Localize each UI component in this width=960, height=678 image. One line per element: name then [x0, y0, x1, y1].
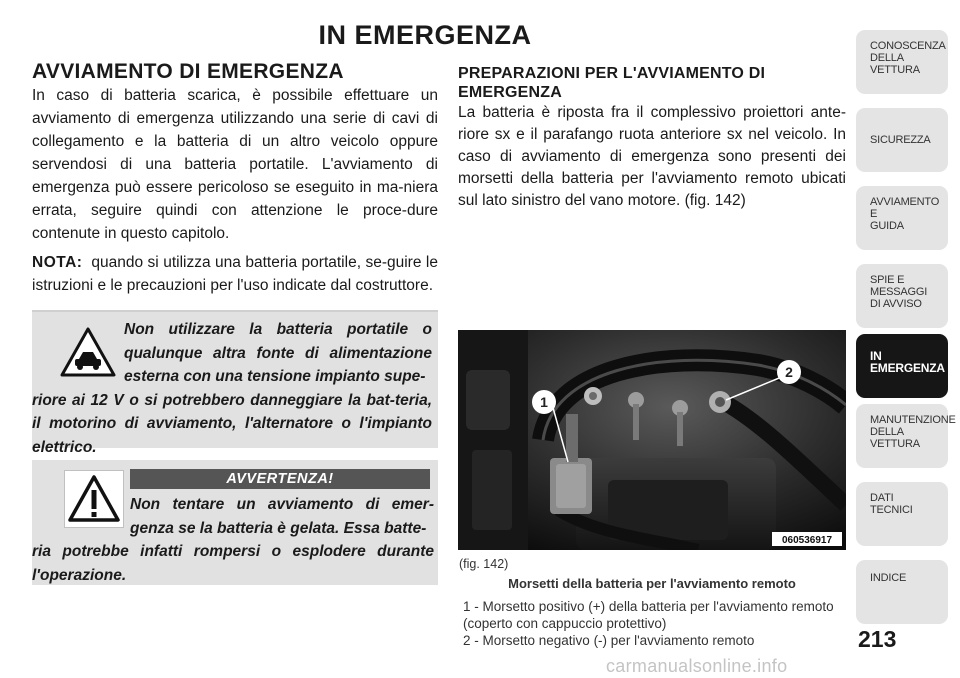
- caution-text-indented: Non utilizzare la batteria portatile o qualunque altra fonte di alimentazione esterna con una tensione impianto supe-: [124, 321, 432, 385]
- tab-manutenzione-della-vettura[interactable]: MANUTENZIONE DELLA VETTURA: [856, 404, 948, 468]
- legend-item-2: 2 - Morsetto negativo (-) per l'avviamento remoto: [463, 633, 755, 648]
- warning-text: [32, 493, 438, 587]
- callout-2: 2: [785, 364, 793, 380]
- warning-text-rest: ria potrebbe infatti rompersi o esplodere durante l'operazione.: [32, 543, 434, 584]
- right-paragraph: La batteria è riposta fra il complessivo proiettori ante-riore sx e il parafango ruota anteriore sx nel veicolo. In caso di avviamento di emergenza sono presenti dei morsetti della batteria per l'avviamento remoto ubicati sul lato sinistro del vano motore. (fig. 142): [458, 104, 846, 209]
- tab-conoscenza-della-vettura[interactable]: CONOSCENZA DELLA VETTURA: [856, 30, 948, 94]
- note-paragraph: [32, 251, 438, 297]
- left-column: [32, 60, 438, 297]
- figure-caption: Morsetti della batteria per l'avviamento remoto: [508, 576, 796, 591]
- figure-reference: (fig. 142): [459, 557, 509, 571]
- subsection-title: PREPARAZIONI PER L'AVVIAMENTO DI EMERGENZA: [458, 65, 766, 101]
- photo-code: 060536917: [781, 535, 833, 546]
- tab-dati-tecnici[interactable]: DATI TECNICI: [856, 482, 948, 546]
- page-title: IN EMERGENZA: [318, 20, 532, 50]
- note-label: NOTA:: [32, 254, 83, 271]
- warning-box: [32, 460, 438, 585]
- caution-box: [32, 310, 438, 456]
- engine-bay-photo: [458, 330, 846, 550]
- watermark: carmanualsonline.info: [606, 656, 788, 676]
- page-number: 213: [858, 626, 897, 652]
- intro-paragraph: In caso di batteria scarica, è possibile effettuare un avviamento di emergenza utilizzando una serie di cavi di collegamento e la batteria di un altro veicolo oppure servendosi di una batteria portatile. L'avviamento di emergenza può essere pericoloso se eseguito in ma-niera errata, seguire quindi con attenzione le proce-dure contenute in questo capitolo.: [32, 87, 438, 242]
- tab-avviamento-e-guida[interactable]: AVVIAMENTO E GUIDA: [856, 186, 948, 250]
- caution-text-rest: riore ai 12 V o si potrebbero danneggiare la bat-teria, il motorino di avviamento, l'alternatore o l'impianto elettrico.: [32, 391, 432, 456]
- right-column: [458, 64, 846, 212]
- warning-text-indented: Non tentare un avviamento di emer-genza se la batteria è gelata. Essa batte-: [130, 496, 434, 537]
- warning-banner: AVVERTENZA!: [130, 469, 430, 489]
- callout-1: 1: [540, 394, 548, 410]
- legend-item-1: 1 - Morsetto positivo (+) della batteria per l'avviamento remoto (coperto con cappuccio protettivo): [463, 599, 834, 631]
- tab-spie-e-messaggi[interactable]: SPIE E MESSAGGI DI AVVISO: [856, 264, 948, 328]
- section-title: AVVIAMENTO DI EMERGENZA: [32, 60, 344, 83]
- tab-indice[interactable]: INDICE: [856, 560, 948, 624]
- tab-sicurezza[interactable]: SICUREZZA: [856, 108, 948, 172]
- figure-legend: [463, 598, 843, 649]
- note-text: quando si utilizza una batteria portatile, se-guire le istruzioni e le precauzioni per l'uso indicate dal costruttore.: [32, 254, 438, 294]
- tab-in-emergenza[interactable]: IN EMERGENZA: [856, 334, 948, 398]
- caution-text: [32, 318, 438, 459]
